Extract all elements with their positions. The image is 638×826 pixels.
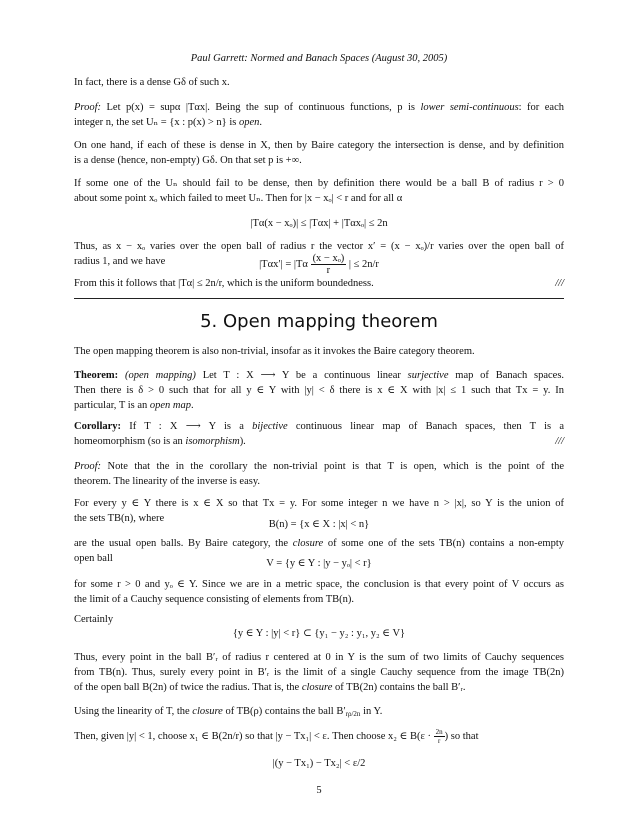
paragraph-text: of TB(2n) contains the ball B′ᵣ. <box>332 682 466 693</box>
display-equation: V = {y ∈ Y : |y − yₒ| < r} <box>266 558 372 569</box>
proof-line-2 <box>74 116 564 129</box>
corollary-line-2 <box>74 435 564 448</box>
paragraph-line: On one hand, if each of these is dense in X, then by Baire category the intersection is dense, and by definition <box>74 140 564 151</box>
qed-mark: /// <box>555 436 564 447</box>
paragraph-line: for some r > 0 and yₒ ∈ Y. Since we are in a metric space, the conclusion is that every point of V occurs as <box>74 579 564 590</box>
fraction-denominator: r <box>437 737 441 745</box>
intro-paragraph: The open mapping theorem is also non-trivial, insofar as it invokes the Baire category theorem. <box>74 346 475 357</box>
corollary-text: continuous linear map of Banach spaces, then T is a <box>287 421 564 432</box>
theorem-text: . <box>191 400 194 411</box>
corollary-text: homeomorphism (so is an <box>74 436 186 447</box>
proof-emphasis: lower semi-continuous <box>420 102 519 113</box>
proof-label: Proof: <box>74 102 102 113</box>
paragraph-line: about some point xₒ which failed to meet Uₙ. Then for |x − xₒ| < r and for all α <box>74 193 403 204</box>
corollary-emphasis: isomorphism <box>185 436 240 447</box>
corollary-emphasis: bijective <box>252 421 288 432</box>
paragraph-line: is a dense (hence, non-empty) Gδ. On that set p is +∞. <box>74 155 302 166</box>
display-equation: B(n) = {x ∈ X : |x| < n} <box>268 519 370 530</box>
fraction <box>311 253 347 276</box>
paragraph-line: Certainly <box>74 614 114 625</box>
equation-part: |Tαx′| = |Tα <box>259 258 308 270</box>
proof-text: integer n, the set Uₙ = {x : p(x) > n} is <box>74 117 239 128</box>
uniform-boundedness-line <box>74 277 564 290</box>
paragraph-line: radius 1, and we have <box>74 256 166 267</box>
theorem-line-1 <box>74 369 564 382</box>
proof-text: Note that the in the corollary the non-trivial point is that T is open, which is the point of the <box>107 461 564 472</box>
theorem-name: (open mapping) <box>124 370 196 381</box>
paragraph-line: open ball <box>74 553 113 564</box>
paragraph-line <box>74 537 564 550</box>
paragraph-emphasis: closure <box>192 706 223 717</box>
paragraph-line: Thus, as x − xₒ varies over the open ball of radius r the vector x′ = (x − xₒ)/r varies over the open ball of <box>74 241 564 252</box>
proof-text: . <box>259 117 263 128</box>
paragraph-emphasis: closure <box>301 682 333 693</box>
paragraph-text: of TB(ρ) contains the ball B′ <box>222 706 346 717</box>
corollary-text: ). <box>239 436 246 447</box>
display-equation: {y ∈ Y : |y| < r} ⊂ {y₁ − y₂ : y₁, y₂ ∈ V} <box>232 628 406 639</box>
section-title: 5. Open mapping theorem <box>200 311 438 332</box>
theorem-emphasis: surjective <box>407 370 449 381</box>
paragraph-line: If some one of the Uₙ should fail to be dense, then by definition there would be a ball B of radius r > 0 <box>74 178 564 189</box>
display-equation: |(y − Tx₁) − Tx₂| < ε/2 <box>272 758 366 769</box>
section-divider <box>74 298 564 299</box>
paragraph-text: Using the linearity of T, the <box>74 706 193 717</box>
theorem-line-2: Then there is δ > 0 such that for all y ∈ Y with |y| < δ there is x ∈ X with |x| ≤ 1 such that Tx = y. In <box>74 385 564 396</box>
fraction <box>434 728 445 745</box>
proof-text: Let p(x) = supα |Tαx|. Being the sup of continuous functions, p is <box>106 102 421 113</box>
paragraph-line <box>74 728 564 745</box>
proof-line-1 <box>74 101 564 114</box>
theorem-line-3 <box>74 399 564 412</box>
paragraph-text: of the open ball B(2n) of twice the radius. That is, the <box>74 682 302 693</box>
display-equation: |Tα(x − xₒ)| ≤ |Tαx| + |Tαxₒ| ≤ 2n <box>250 218 388 229</box>
qed-mark: /// <box>555 278 564 289</box>
paragraph-line <box>74 705 564 721</box>
paragraph-text: in Y. <box>360 706 383 717</box>
fraction-numerator: 2n <box>435 728 443 736</box>
paragraph-text: of some one of the sets TB(n) contains a non-empty <box>323 538 564 549</box>
proof-text: : for each <box>518 102 564 113</box>
proof-line-2: theorem. The linearity of the inverse is easy. <box>74 476 261 487</box>
proof-label: Proof: <box>74 461 102 472</box>
corollary-line-1 <box>74 420 564 433</box>
proof-emphasis: open <box>238 117 260 128</box>
equation-part: | ≤ 2n/r <box>348 258 379 270</box>
paragraph-line: from TB(n). Thus, surely every point in B′ᵣ is the limit of a single Cauchy sequence from the image TB(2n) <box>74 667 564 678</box>
subscript: rρ/2n <box>345 710 361 718</box>
paragraph-text: ) so that <box>444 730 479 742</box>
theorem-text: particular, T is an <box>74 400 150 411</box>
running-header: Paul Garrett: Normed and Banach Spaces (August 30, 2005) <box>190 53 448 64</box>
paragraph-line: the sets TB(n), where <box>74 513 165 524</box>
paragraph-text: From this it follows that |Tα| ≤ 2n/r, which is the uniform boundedness. <box>74 278 374 289</box>
dense-g-delta-line: In fact, there is a dense Gδ of such x. <box>74 77 230 88</box>
corollary-text: If T : X ⟶ Y is a <box>129 421 253 432</box>
page-number: 5 <box>316 785 322 796</box>
paragraph-line: Thus, every point in the ball B′ᵣ of radius r centered at 0 in Y is the sum of two limits of Cauchy sequences <box>74 652 564 663</box>
proof-line-1 <box>74 460 564 473</box>
paragraph-emphasis: closure <box>292 538 324 549</box>
theorem-emphasis: open map <box>149 400 192 411</box>
theorem-text: Let T : X ⟶ Y be a continuous linear <box>202 370 408 381</box>
theorem-text: map of Banach spaces. <box>448 370 565 381</box>
fraction-denominator: r <box>326 265 331 276</box>
fraction-numerator: (x − xₒ) <box>312 253 345 264</box>
paragraph-line: the limit of a Cauchy sequence consisting of elements from TB(n). <box>74 594 355 605</box>
display-equation <box>74 253 564 276</box>
paragraph-line <box>74 681 564 694</box>
corollary-label: Corollary: <box>74 421 122 432</box>
theorem-label: Theorem: <box>74 370 119 381</box>
paragraph-text: Then, given |y| < 1, choose x₁ ∈ B(2n/r) so that |y − Tx₁| < ε. Then choose x₂ ∈ B(ε · <box>74 730 434 742</box>
paragraph-text: are the usual open balls. By Baire category, the <box>74 538 293 549</box>
paragraph-line: For every y ∈ Y there is x ∈ X so that Tx = y. For some integer n we have n > |x|, so Y is the union of <box>74 498 564 509</box>
